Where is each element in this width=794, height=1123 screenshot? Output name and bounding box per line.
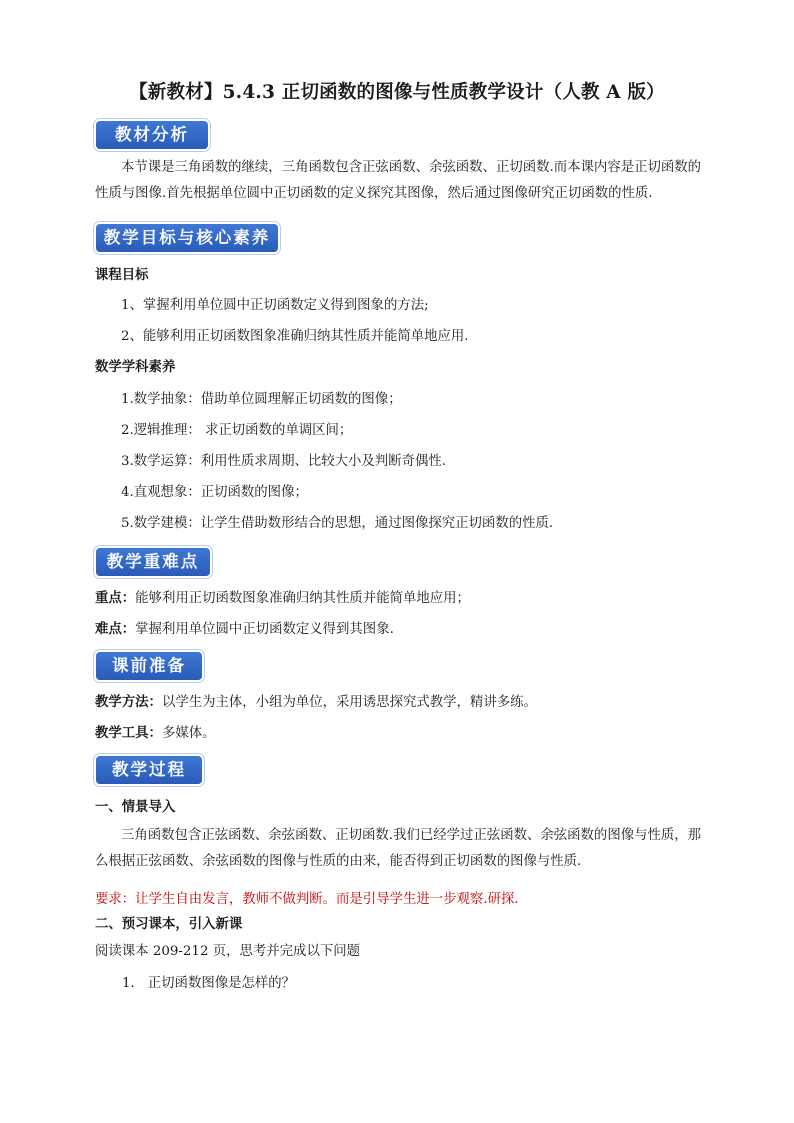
focus-text: 能够利用正切函数图象准确归纳其性质并能简单地应用； (135, 591, 470, 606)
question-number: 1. (122, 976, 135, 991)
requirement-note: 要求：让学生自由发言，教师不做判断。而是引导学生进一步观察.研探. (95, 892, 519, 907)
part1-heading: 一、情景导入 (95, 799, 176, 815)
difficulty-line (95, 620, 394, 639)
difficulty-label: 难点： (95, 621, 136, 637)
difficulty-text: 掌握利用单位圆中正切函数定义得到其图象. (135, 622, 394, 637)
literacy-item-2: 2.逻辑推理： 求正切函数的单调区间； (121, 423, 353, 438)
section-badge-analysis: 教材分析 (96, 121, 208, 149)
method-text: 以学生为主体，小组为单位，采用诱思探究式教学，精讲多练。 (161, 695, 537, 710)
part2-heading: 二、预习课本，引入新课 (95, 916, 243, 932)
focus-line (95, 589, 470, 608)
course-goal-item-2: 2、能够利用正切函数图象准确归纳其性质并能简单地应用. (121, 329, 469, 344)
section-badge-process: 教学过程 (96, 756, 202, 784)
literacy-heading: 数学学科素养 (95, 359, 176, 375)
question-text: 正切函数图像是怎样的？ (147, 976, 296, 991)
tools-label: 教学工具： (95, 725, 162, 741)
section-badge-goals: 教学目标与核心素养 (96, 224, 278, 252)
literacy-item-3: 3.数学运算：利用性质求周期、比较大小及判断奇偶性. (121, 454, 447, 469)
tools-line (95, 724, 216, 743)
question-item-1 (122, 975, 295, 993)
part1-paragraph: 三角函数包含正弦函数、余弦函数、正切函数.我们已经学过正弦函数、余弦函数的图像与性质，那么根据正弦函数、余弦函数的图像与性质的由来，能否得到正切函数的图像与性质. (95, 828, 702, 869)
course-goal-item-1: 1、掌握利用单位圆中正切函数定义得到图象的方法; (121, 298, 429, 313)
document-title: 【新教材】5.4.3 正切函数的图像与性质教学设计（人教 A 版） (129, 82, 665, 103)
part2-text: 阅读课本 209-212 页，思考并完成以下问题 (95, 944, 361, 959)
focus-label: 重点： (95, 590, 136, 606)
course-goals-heading: 课程目标 (95, 267, 149, 283)
literacy-item-4: 4.直观想象：正切函数的图像； (121, 485, 308, 500)
literacy-item-5: 5.数学建模：让学生借助数形结合的思想，通过图像探究正切函数的性质. (121, 516, 554, 531)
section-badge-prep: 课前准备 (96, 652, 202, 680)
analysis-paragraph: 本节课是三角函数的继续，三角函数包含正弦函数、余弦函数、正切函数.而本课内容是正切函数的性质与图像.首先根据单位圆中正切函数的定义探究其图像，然后通过图像研究正切函数的性质. (95, 160, 702, 201)
method-label: 教学方法： (95, 694, 162, 710)
section-badge-key-points: 教学重难点 (96, 548, 210, 576)
tools-text: 多媒体。 (161, 726, 216, 741)
literacy-item-1: 1.数学抽象：借助单位圆理解正切函数的图像； (121, 392, 402, 407)
method-line (95, 693, 537, 712)
